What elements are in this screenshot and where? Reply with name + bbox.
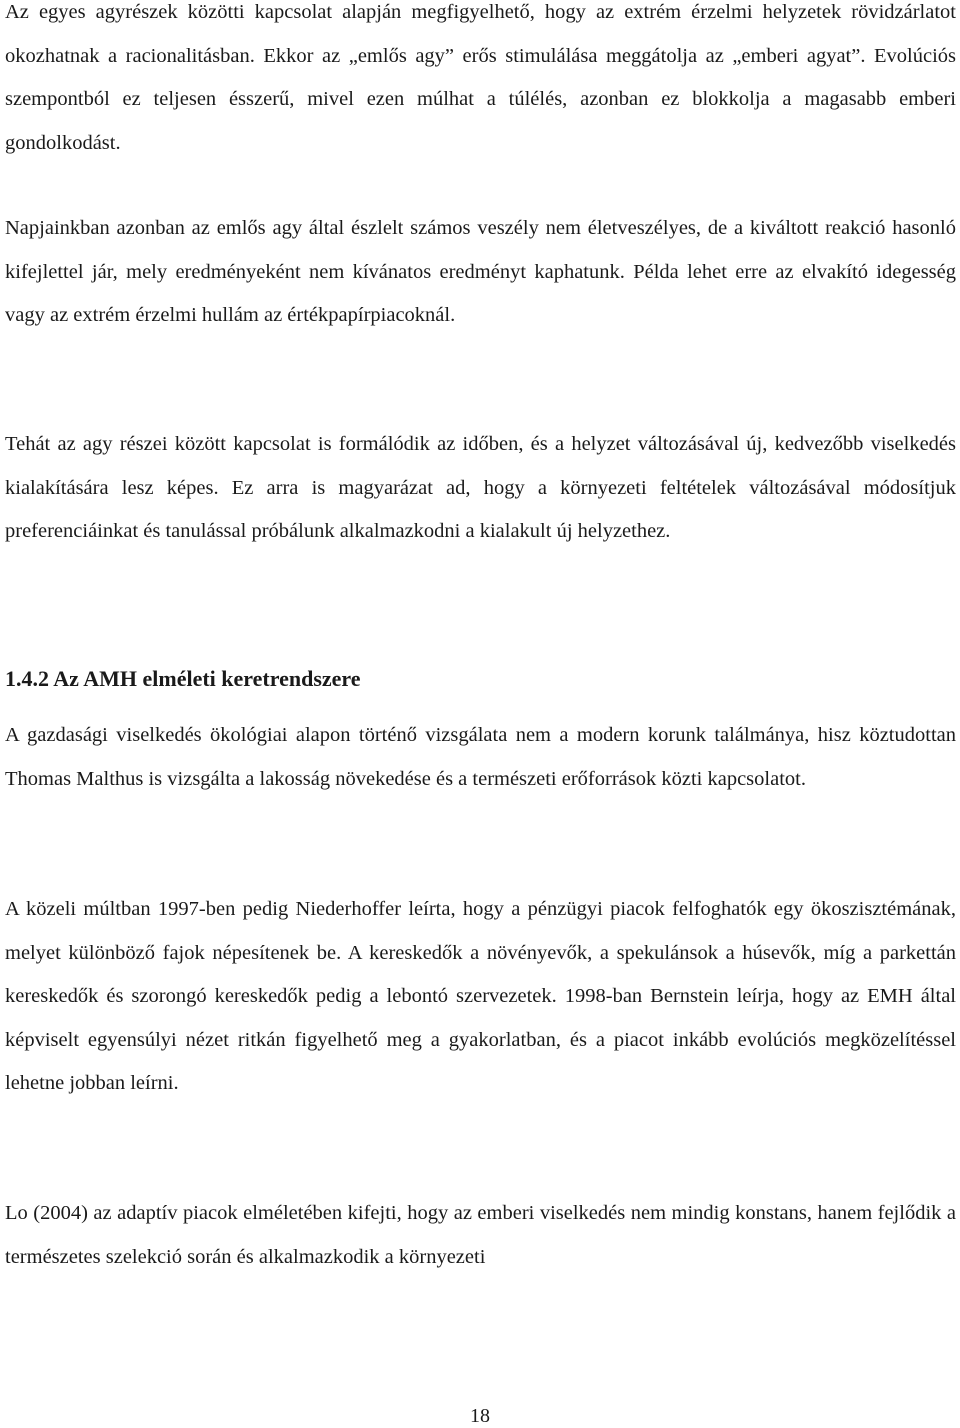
paragraph-amygdala-shortcircuit: Az egyes agyrészek közötti kapcsolat alapján megfigyelhető, hogy az extrém érzelmi helyzetek rövidzárlatot okozhatnak a racionalitásban. Ekkor az „emlős agy” erős stimulálása meggátolja az „emberi agyat”. Evolúciós szempontból ez teljesen ésszerű, mivel ezen múlhat a túlélés, azonban ez blokkolja a magasabb emberi gondolkodást. bbox=[5, 1, 956, 154]
paragraph-lo-adaptive-markets: Lo (2004) az adaptív piacok elméletében kifejti, hogy az emberi viselkedés nem mindig konstans, hanem fejlődik a természetes szelekció során és alkalmazkodik a környezeti bbox=[5, 1202, 956, 1268]
paragraph-brain-adaptation: Tehát az agy részei között kapcsolat is formálódik az időben, és a helyzet változásával új, kedvezőbb viselkedés kialakítására lesz képes. Ez arra is magyarázat ad, hogy a környezeti feltételek változásával módosítjuk preferenciáinkat és tanulással próbálunk alkalmazkodni a kialakult új helyzethez. bbox=[5, 433, 956, 542]
section-heading: 1.4.2 Az AMH elméleti keretrendszere bbox=[5, 666, 361, 691]
paragraph-modern-dangers: Napjainkban azonban az emlős agy által észlelt számos veszély nem életveszélyes, de a kiváltott reakció hasonló kifejlettel jár, mely eredményeként nem kívánatos eredményt kaphatunk. Példa lehet erre az elvakító idegesség vagy az extrém érzelmi hullám az értékpapírpiacoknál. bbox=[5, 217, 956, 326]
paragraph-niederhoffer-bernstein: A közeli múltban 1997-ben pedig Niederhoffer leírta, hogy a pénzügyi piacok felfoghatók egy ökoszisztémának, melyet különböző fajok népesítenek be. A kereskedők a növényevők, a spekulánsok a húsevők, míg a parkettán kereskedők és szorongó kereskedők pedig a lebontó szervezetek. 1998-ban Bernstein leírja, hogy az EMH által képviselt egyensúlyi nézet ritkán figyelhető meg a gyakorlatban, és a piacot inkább evolúciós megközelítéssel lehetne jobban leírni. bbox=[5, 898, 956, 1094]
page-number: 18 bbox=[470, 1405, 490, 1427]
paragraph-ecological-economics: A gazdasági viselkedés ökológiai alapon történő vizsgálata nem a modern korunk találmánya, hisz köztudottan Thomas Malthus is vizsgálta a lakosság növekedése és a természeti erőforrások közti kapcsolatot. bbox=[5, 724, 956, 790]
